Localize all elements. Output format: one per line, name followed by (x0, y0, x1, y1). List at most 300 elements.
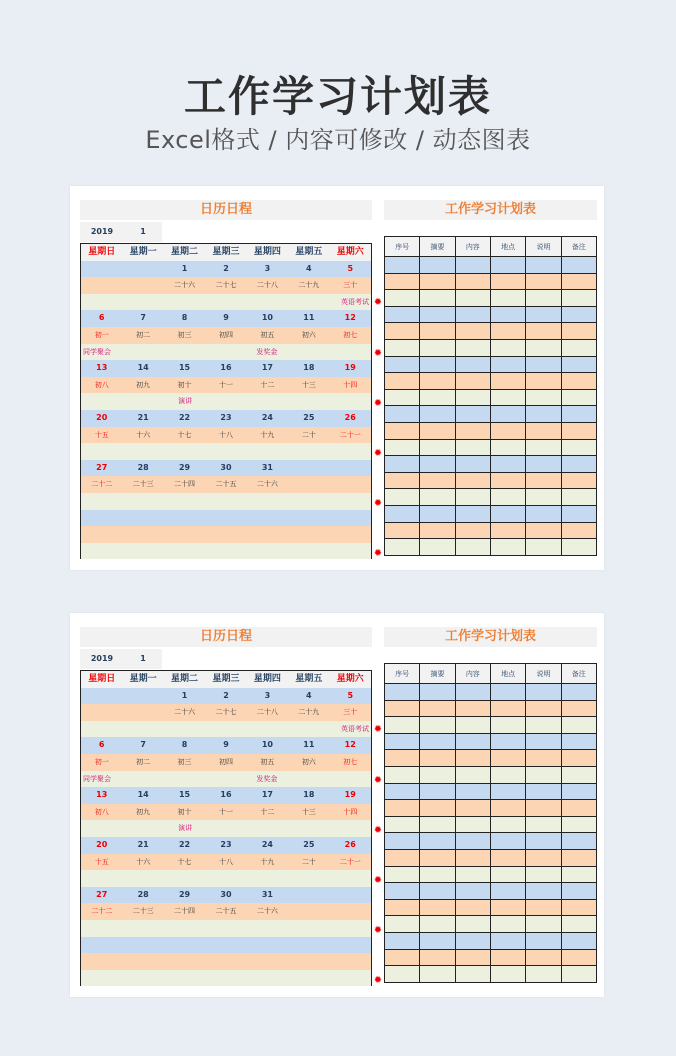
plan-cell[interactable] (491, 290, 526, 307)
plan-cell[interactable] (456, 867, 491, 884)
day-number[interactable]: 13 (96, 363, 108, 373)
plan-cell[interactable] (385, 800, 420, 817)
event-note[interactable] (246, 543, 287, 560)
plan-cell[interactable] (456, 900, 491, 917)
plan-cell[interactable] (491, 916, 526, 933)
day-number[interactable]: 29 (178, 462, 191, 472)
plan-cell[interactable] (526, 523, 561, 540)
day-number[interactable]: 9 (223, 313, 229, 323)
event-note[interactable] (246, 970, 287, 987)
plan-cell[interactable] (562, 506, 596, 523)
plan-cell[interactable] (562, 290, 596, 307)
plan-cell[interactable] (385, 701, 420, 718)
plan-cell[interactable] (456, 850, 491, 867)
plan-cell[interactable] (385, 539, 420, 556)
plan-cell[interactable] (385, 883, 420, 900)
plan-cell[interactable] (420, 423, 455, 440)
event-note[interactable] (124, 771, 165, 788)
plan-cell[interactable] (526, 357, 561, 374)
plan-cell[interactable] (385, 767, 420, 784)
event-note[interactable] (124, 820, 165, 837)
plan-cell[interactable] (526, 684, 561, 701)
day-number[interactable] (247, 510, 288, 527)
plan-cell[interactable] (420, 800, 455, 817)
plan-cell[interactable] (456, 767, 491, 784)
plan-cell[interactable] (420, 867, 455, 884)
plan-cell[interactable] (562, 373, 596, 390)
day-number[interactable]: 7 (140, 740, 146, 750)
plan-cell[interactable] (385, 900, 420, 917)
day-number[interactable]: 24 (261, 412, 273, 422)
day-number[interactable]: 17 (261, 363, 273, 373)
day-number[interactable] (205, 510, 246, 527)
day-number[interactable]: 11 (303, 740, 315, 750)
event-note[interactable] (81, 393, 124, 410)
event-note[interactable] (246, 920, 287, 937)
day-number[interactable] (164, 510, 205, 527)
plan-cell[interactable] (562, 883, 596, 900)
day-number[interactable]: 11 (303, 313, 315, 323)
day-number[interactable]: 10 (261, 740, 273, 750)
plan-cell[interactable] (526, 933, 561, 950)
plan-cell[interactable] (456, 800, 491, 817)
plan-cell[interactable] (526, 701, 561, 718)
day-number[interactable]: 23 (220, 839, 232, 849)
event-note[interactable]: 同学聚会 (83, 774, 111, 783)
day-number[interactable]: 1 (181, 690, 188, 700)
event-note[interactable] (328, 443, 371, 460)
plan-cell[interactable] (420, 750, 455, 767)
plan-cell[interactable] (526, 883, 561, 900)
plan-cell[interactable] (385, 423, 420, 440)
plan-cell[interactable] (526, 717, 561, 734)
day-number[interactable]: 17 (261, 790, 273, 800)
day-number[interactable]: 25 (303, 839, 315, 849)
plan-cell[interactable] (456, 373, 491, 390)
day-number[interactable]: 30 (220, 462, 232, 472)
plan-cell[interactable] (562, 966, 596, 983)
plan-cell[interactable] (491, 257, 526, 274)
event-note[interactable] (246, 493, 287, 510)
plan-cell[interactable] (385, 323, 420, 340)
plan-cell[interactable] (420, 323, 455, 340)
day-number[interactable]: 15 (178, 790, 191, 800)
plan-cell[interactable] (385, 966, 420, 983)
event-note[interactable] (206, 771, 247, 788)
plan-cell[interactable] (562, 539, 596, 556)
event-note[interactable] (165, 721, 206, 738)
day-number[interactable] (330, 937, 371, 954)
day-number[interactable]: 14 (137, 790, 149, 800)
plan-cell[interactable] (456, 539, 491, 556)
day-number[interactable] (288, 510, 329, 527)
event-note[interactable] (246, 721, 287, 738)
day-number[interactable]: 30 (220, 889, 232, 899)
plan-cell[interactable] (562, 423, 596, 440)
event-note[interactable] (165, 543, 206, 560)
plan-cell[interactable] (526, 290, 561, 307)
plan-cell[interactable] (526, 867, 561, 884)
event-note[interactable] (81, 294, 124, 311)
event-note[interactable] (328, 820, 371, 837)
day-number[interactable] (164, 937, 205, 954)
plan-cell[interactable] (385, 506, 420, 523)
event-note[interactable] (287, 970, 328, 987)
event-note[interactable] (328, 970, 371, 987)
day-number[interactable] (330, 510, 371, 527)
plan-cell[interactable] (385, 717, 420, 734)
day-number[interactable] (288, 937, 329, 954)
plan-cell[interactable] (420, 357, 455, 374)
plan-cell[interactable] (420, 373, 455, 390)
plan-cell[interactable] (420, 833, 455, 850)
day-number[interactable]: 19 (344, 363, 356, 373)
plan-cell[interactable] (562, 406, 596, 423)
day-number[interactable]: 18 (303, 790, 315, 800)
day-number[interactable]: 4 (306, 690, 312, 700)
event-note[interactable] (165, 920, 206, 937)
plan-cell[interactable] (420, 734, 455, 751)
plan-cell[interactable] (562, 767, 596, 784)
plan-cell[interactable] (526, 800, 561, 817)
event-note[interactable] (328, 393, 371, 410)
plan-cell[interactable] (562, 833, 596, 850)
plan-cell[interactable] (385, 784, 420, 801)
day-number[interactable]: 21 (137, 839, 149, 849)
day-number[interactable]: 27 (96, 889, 108, 899)
plan-cell[interactable] (526, 734, 561, 751)
plan-cell[interactable] (491, 933, 526, 950)
plan-cell[interactable] (491, 406, 526, 423)
plan-cell[interactable] (562, 489, 596, 506)
plan-cell[interactable] (526, 833, 561, 850)
month-cell[interactable]: 1 (124, 222, 162, 242)
event-note[interactable] (246, 294, 287, 311)
plan-cell[interactable] (562, 257, 596, 274)
event-note[interactable] (81, 493, 124, 510)
day-number[interactable]: 31 (261, 889, 273, 899)
day-number[interactable]: 7 (140, 313, 146, 323)
plan-cell[interactable] (491, 456, 526, 473)
year-cell[interactable]: 2019 (80, 222, 124, 242)
plan-cell[interactable] (526, 406, 561, 423)
plan-cell[interactable] (456, 817, 491, 834)
plan-cell[interactable] (385, 933, 420, 950)
plan-cell[interactable] (491, 489, 526, 506)
plan-cell[interactable] (562, 817, 596, 834)
plan-cell[interactable] (526, 506, 561, 523)
plan-cell[interactable] (456, 440, 491, 457)
plan-cell[interactable] (562, 523, 596, 540)
day-number[interactable] (81, 937, 122, 954)
day-number[interactable] (81, 261, 122, 278)
plan-cell[interactable] (420, 767, 455, 784)
plan-cell[interactable] (385, 950, 420, 967)
event-note[interactable] (206, 543, 247, 560)
day-number[interactable]: 8 (181, 740, 188, 750)
day-number[interactable]: 20 (96, 839, 108, 849)
plan-cell[interactable] (526, 916, 561, 933)
event-note[interactable] (81, 443, 124, 460)
plan-cell[interactable] (526, 966, 561, 983)
event-note[interactable] (81, 870, 124, 887)
event-note[interactable] (287, 493, 328, 510)
plan-cell[interactable] (385, 473, 420, 490)
event-note[interactable] (328, 344, 371, 361)
event-note[interactable] (287, 721, 328, 738)
plan-cell[interactable] (562, 850, 596, 867)
plan-cell[interactable] (526, 390, 561, 407)
plan-cell[interactable] (420, 257, 455, 274)
event-note[interactable] (124, 493, 165, 510)
plan-cell[interactable] (491, 340, 526, 357)
day-number[interactable]: 12 (344, 740, 356, 750)
day-number[interactable]: 26 (344, 412, 356, 422)
plan-cell[interactable] (385, 290, 420, 307)
plan-cell[interactable] (385, 340, 420, 357)
event-note[interactable] (124, 294, 165, 311)
plan-cell[interactable] (526, 950, 561, 967)
day-number[interactable] (247, 937, 288, 954)
plan-cell[interactable] (420, 506, 455, 523)
day-number[interactable]: 8 (181, 313, 188, 323)
day-number[interactable]: 18 (303, 363, 315, 373)
event-note[interactable] (246, 870, 287, 887)
plan-cell[interactable] (526, 323, 561, 340)
event-note[interactable] (287, 294, 328, 311)
plan-cell[interactable] (385, 523, 420, 540)
plan-cell[interactable] (420, 883, 455, 900)
plan-cell[interactable] (385, 850, 420, 867)
event-note[interactable] (165, 443, 206, 460)
plan-cell[interactable] (562, 357, 596, 374)
event-note[interactable] (165, 344, 206, 361)
event-note[interactable] (206, 820, 247, 837)
event-note[interactable] (206, 393, 247, 410)
day-number[interactable]: 10 (261, 313, 273, 323)
plan-cell[interactable] (562, 867, 596, 884)
plan-cell[interactable] (385, 489, 420, 506)
month-cell[interactable]: 1 (124, 649, 162, 669)
event-note[interactable] (81, 970, 124, 987)
plan-cell[interactable] (562, 456, 596, 473)
plan-cell[interactable] (562, 717, 596, 734)
plan-cell[interactable] (526, 767, 561, 784)
plan-cell[interactable] (526, 274, 561, 291)
plan-cell[interactable] (562, 701, 596, 718)
plan-cell[interactable] (491, 323, 526, 340)
plan-cell[interactable] (385, 456, 420, 473)
event-note[interactable] (287, 870, 328, 887)
plan-cell[interactable] (526, 850, 561, 867)
day-number[interactable] (122, 510, 163, 527)
plan-cell[interactable] (456, 717, 491, 734)
event-note[interactable] (206, 294, 247, 311)
day-number[interactable] (330, 887, 371, 904)
plan-cell[interactable] (420, 933, 455, 950)
day-number[interactable] (81, 510, 122, 527)
plan-cell[interactable] (385, 684, 420, 701)
plan-cell[interactable] (420, 539, 455, 556)
day-number[interactable]: 9 (223, 740, 229, 750)
day-number[interactable]: 28 (137, 462, 149, 472)
plan-cell[interactable] (491, 883, 526, 900)
plan-cell[interactable] (562, 307, 596, 324)
event-note[interactable] (165, 870, 206, 887)
plan-cell[interactable] (526, 473, 561, 490)
plan-cell[interactable] (456, 750, 491, 767)
plan-cell[interactable] (385, 817, 420, 834)
plan-cell[interactable] (456, 966, 491, 983)
event-note[interactable]: 发奖金 (256, 347, 278, 356)
day-number[interactable]: 22 (178, 839, 191, 849)
plan-cell[interactable] (456, 833, 491, 850)
event-note[interactable] (124, 920, 165, 937)
event-note[interactable]: 发奖金 (256, 774, 278, 783)
plan-cell[interactable] (456, 323, 491, 340)
event-note[interactable] (124, 543, 165, 560)
plan-cell[interactable] (491, 833, 526, 850)
event-note[interactable] (206, 344, 247, 361)
event-note[interactable] (206, 493, 247, 510)
plan-cell[interactable] (456, 883, 491, 900)
plan-cell[interactable] (491, 717, 526, 734)
day-number[interactable]: 28 (137, 889, 149, 899)
plan-cell[interactable] (420, 290, 455, 307)
plan-cell[interactable] (491, 440, 526, 457)
plan-cell[interactable] (526, 539, 561, 556)
plan-cell[interactable] (562, 323, 596, 340)
day-number[interactable]: 24 (261, 839, 273, 849)
day-number[interactable]: 13 (96, 790, 108, 800)
plan-cell[interactable] (491, 473, 526, 490)
plan-cell[interactable] (420, 456, 455, 473)
event-note[interactable] (165, 771, 206, 788)
event-note[interactable] (287, 443, 328, 460)
day-number[interactable]: 31 (261, 462, 273, 472)
plan-cell[interactable] (420, 817, 455, 834)
day-number[interactable]: 5 (347, 690, 354, 700)
event-note[interactable] (328, 771, 371, 788)
event-note[interactable] (124, 970, 165, 987)
plan-cell[interactable] (420, 850, 455, 867)
event-note[interactable] (328, 493, 371, 510)
plan-cell[interactable] (491, 800, 526, 817)
event-note[interactable] (287, 393, 328, 410)
plan-cell[interactable] (420, 717, 455, 734)
day-number[interactable]: 6 (98, 740, 105, 750)
plan-cell[interactable] (456, 390, 491, 407)
plan-cell[interactable] (526, 900, 561, 917)
day-number[interactable] (288, 887, 329, 904)
day-number[interactable]: 22 (178, 412, 191, 422)
plan-cell[interactable] (491, 539, 526, 556)
plan-cell[interactable] (420, 390, 455, 407)
day-number[interactable] (330, 460, 371, 477)
plan-cell[interactable] (420, 440, 455, 457)
plan-cell[interactable] (420, 340, 455, 357)
plan-cell[interactable] (562, 390, 596, 407)
event-note[interactable] (206, 920, 247, 937)
plan-cell[interactable] (456, 916, 491, 933)
plan-cell[interactable] (456, 456, 491, 473)
plan-cell[interactable] (491, 784, 526, 801)
event-note[interactable] (124, 393, 165, 410)
event-note[interactable] (165, 294, 206, 311)
plan-cell[interactable] (385, 833, 420, 850)
event-note[interactable] (206, 443, 247, 460)
plan-cell[interactable] (526, 817, 561, 834)
day-number[interactable]: 27 (96, 462, 108, 472)
plan-cell[interactable] (456, 701, 491, 718)
plan-cell[interactable] (420, 307, 455, 324)
plan-cell[interactable] (456, 290, 491, 307)
event-note[interactable] (81, 721, 124, 738)
day-number[interactable]: 14 (137, 363, 149, 373)
plan-cell[interactable] (385, 750, 420, 767)
plan-cell[interactable] (385, 916, 420, 933)
day-number[interactable]: 16 (220, 363, 232, 373)
event-note[interactable]: 英语考试 (341, 297, 370, 306)
plan-cell[interactable] (526, 456, 561, 473)
plan-cell[interactable] (526, 489, 561, 506)
day-number[interactable] (122, 937, 163, 954)
plan-cell[interactable] (526, 784, 561, 801)
plan-cell[interactable] (491, 373, 526, 390)
plan-cell[interactable] (562, 440, 596, 457)
day-number[interactable]: 20 (96, 412, 108, 422)
plan-cell[interactable] (562, 784, 596, 801)
plan-cell[interactable] (526, 257, 561, 274)
day-number[interactable] (122, 688, 163, 705)
plan-cell[interactable] (420, 523, 455, 540)
day-number[interactable]: 2 (223, 690, 229, 700)
plan-cell[interactable] (491, 523, 526, 540)
plan-cell[interactable] (420, 684, 455, 701)
event-note[interactable]: 英语考试 (341, 724, 370, 733)
event-note[interactable] (81, 543, 124, 560)
plan-cell[interactable] (491, 274, 526, 291)
plan-cell[interactable] (491, 867, 526, 884)
day-number[interactable]: 6 (98, 313, 105, 323)
event-note[interactable] (328, 543, 371, 560)
plan-cell[interactable] (385, 734, 420, 751)
plan-cell[interactable] (385, 440, 420, 457)
event-note[interactable] (287, 344, 328, 361)
plan-cell[interactable] (420, 900, 455, 917)
plan-cell[interactable] (385, 357, 420, 374)
day-number[interactable]: 21 (137, 412, 149, 422)
day-number[interactable] (205, 937, 246, 954)
plan-cell[interactable] (562, 734, 596, 751)
plan-cell[interactable] (562, 800, 596, 817)
plan-cell[interactable] (456, 950, 491, 967)
plan-cell[interactable] (491, 966, 526, 983)
plan-cell[interactable] (562, 684, 596, 701)
event-note[interactable] (287, 920, 328, 937)
plan-cell[interactable] (562, 933, 596, 950)
day-number[interactable] (122, 261, 163, 278)
plan-cell[interactable] (526, 440, 561, 457)
plan-cell[interactable] (385, 406, 420, 423)
event-note[interactable] (206, 870, 247, 887)
plan-cell[interactable] (456, 423, 491, 440)
year-cell[interactable]: 2019 (80, 649, 124, 669)
plan-cell[interactable] (420, 489, 455, 506)
day-number[interactable]: 3 (264, 690, 271, 700)
plan-cell[interactable] (456, 473, 491, 490)
plan-cell[interactable] (562, 900, 596, 917)
